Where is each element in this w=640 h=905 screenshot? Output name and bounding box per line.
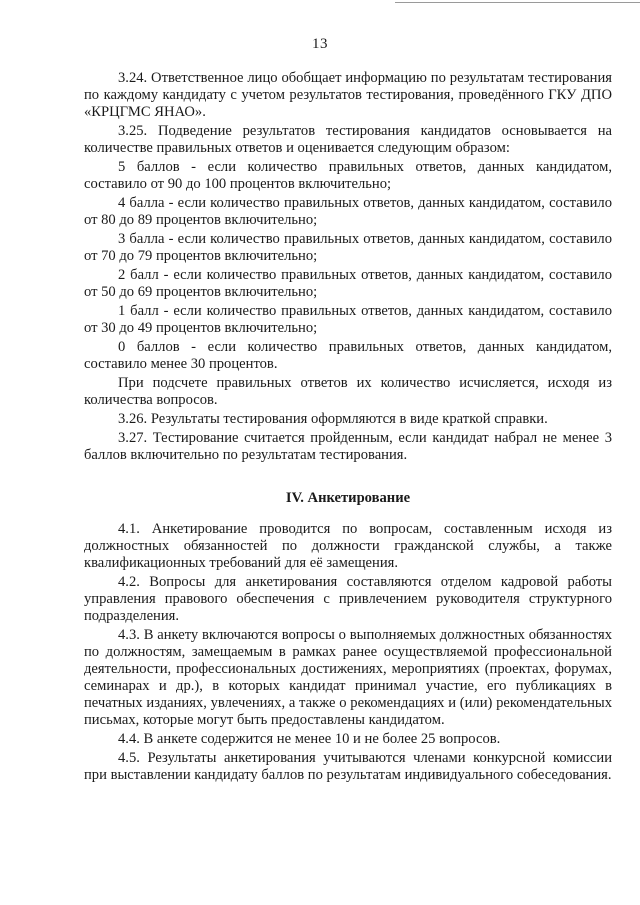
- paragraph-4-5: 4.5. Результаты анкетирования учитываются членами конкурсной комиссии при выставлении кандидату баллов по результатам индивидуального собеседования.: [84, 750, 612, 783]
- page-number: 13: [312, 36, 328, 52]
- paragraph-4-1: 4.1. Анкетирование проводится по вопросам, составленным исходя из должностных обязанностей по должности гражданской службы, а также квалификационных требований для её замещения.: [84, 521, 612, 571]
- paragraph-3-27: 3.27. Тестирование считается пройденным, если кандидат набрал не менее 3 баллов включительно по результатам тестирования.: [84, 430, 612, 463]
- section-heading: IV. Анкетирование: [285, 490, 411, 506]
- score-2-paragraph: 2 балл - если количество правильных ответов, данных кандидатом, составило от 50 до 69 процентов включительно;: [84, 267, 612, 300]
- paragraph-4-3: 4.3. В анкету включаются вопросы о выполняемых должностных обязанностях по должностям, замещаемым в рамках ранее осуществляемой профессиональной деятельности, профессиональных достижениях, мероприятиях (проектах, форумах, семинарах и др.), в которых кандидат принимал участие, его публикациях в печатных изданиях, увлечениях, а также о рекомендациях и (или) рекомендательных письмах, которые могут быть предоставлены кандидатом.: [84, 627, 612, 728]
- scan-edge-line: [395, 2, 640, 3]
- paragraph-3-25: 3.25. Подведение результатов тестирования кандидатов основывается на количестве правильных ответов и оценивается следующим образом:: [84, 123, 612, 156]
- score-1-paragraph: 1 балл - если количество правильных ответов, данных кандидатом, составило от 30 до 49 процентов включительно;: [84, 303, 612, 336]
- paragraph-4-2: 4.2. Вопросы для анкетирования составляются отделом кадровой работы управления правового обеспечения с привлечением руководителя структурного подразделения.: [84, 574, 612, 624]
- paragraph-3-24: 3.24. Ответственное лицо обобщает информацию по результатам тестирования по каждому кандидату с учетом результатов тестирования, проведённого ГКУ ДПО «КРЦГМС ЯНАО».: [84, 70, 612, 120]
- score-0-paragraph: 0 баллов - если количество правильных ответов, данных кандидатом, составило менее 30 процентов.: [84, 339, 612, 372]
- score-4-paragraph: 4 балла - если количество правильных ответов, данных кандидатом, составило от 80 до 89 процентов включительно;: [84, 195, 612, 228]
- document-body: [84, 70, 612, 786]
- paragraph-4-4: 4.4. В анкете содержится не менее 10 и не более 25 вопросов.: [118, 731, 501, 747]
- counting-note-paragraph: При подсчете правильных ответов их количество исчисляется, исходя из количества вопросов.: [84, 375, 612, 408]
- score-5-paragraph: 5 баллов - если количество правильных ответов, данных кандидатом, составило от 90 до 100 процентов включительно;: [84, 159, 612, 192]
- score-3-paragraph: 3 балла - если количество правильных ответов, данных кандидатом, составило от 70 до 79 процентов включительно;: [84, 231, 612, 264]
- paragraph-3-26: 3.26. Результаты тестирования оформляются в виде краткой справки.: [118, 411, 548, 427]
